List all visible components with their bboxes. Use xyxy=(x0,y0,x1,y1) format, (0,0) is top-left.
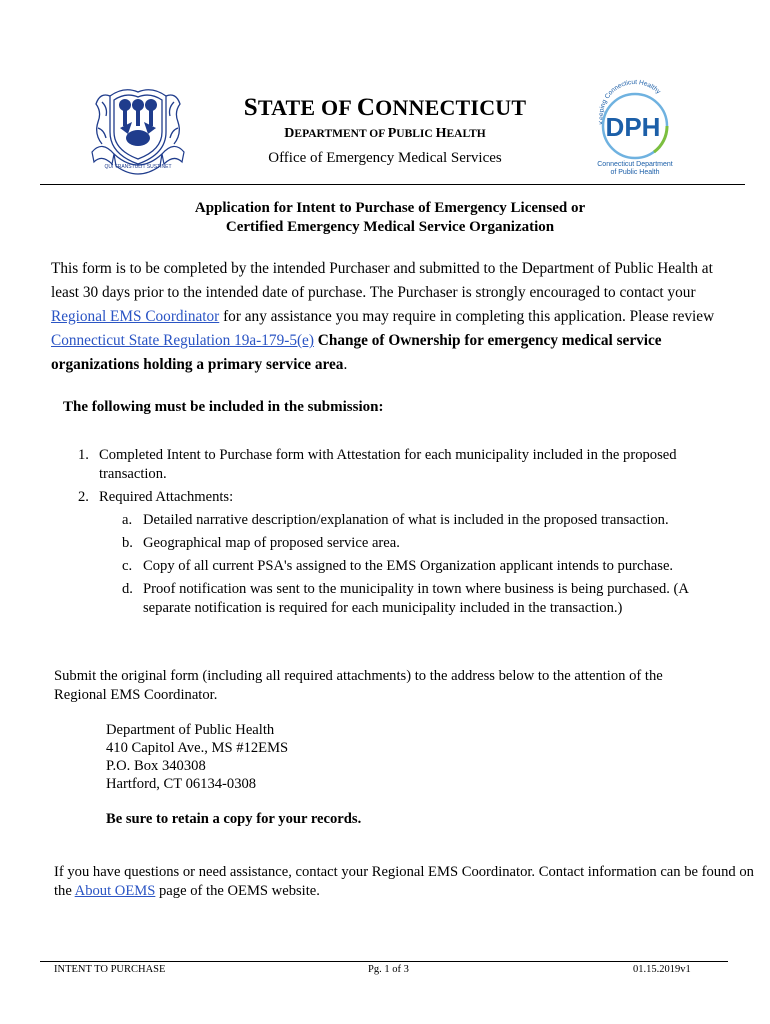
retain-copy-note: Be sure to retain a copy for your records. xyxy=(106,811,362,827)
address-line: Department of Public Health xyxy=(106,722,275,738)
item-1-number: 1. xyxy=(78,447,89,463)
footer-divider xyxy=(40,961,728,962)
svg-text:DPH: DPH xyxy=(605,112,661,142)
attachment-c-letter: c. xyxy=(122,558,133,574)
svg-text:of Public Health: of Public Health xyxy=(610,169,660,176)
item-2-text: Required Attachments: xyxy=(99,489,234,505)
dph-logo-icon xyxy=(594,78,676,176)
attachment-a-text: Detailed narrative description/explanation of what is included in the proposed transaction. xyxy=(143,512,669,528)
footer-page-number: Pg. 1 of 3 xyxy=(368,964,409,975)
about-oems-link[interactable]: About OEMS xyxy=(74,883,156,899)
item-1-text: Completed Intent to Purchase form with Attestation for each municipality included in the proposed transaction. xyxy=(99,447,677,482)
header-divider xyxy=(40,184,745,185)
office-name: Office of Emergency Medical Services xyxy=(268,150,502,166)
state-title: STATE OF CONNECTICUT xyxy=(243,94,527,121)
footer-version: 01.15.2019v1 xyxy=(633,964,691,975)
change-of-ownership-text: Change of Ownership for emergency medical service organizations holding a primary service area xyxy=(51,332,662,373)
attachment-d-text: Proof notification was sent to the municipality in town where business is being purchased. (A separate notification is required for each municipality included in the transaction.) xyxy=(143,581,689,616)
attachment-b-text: Geographical map of proposed service area. xyxy=(143,535,400,551)
attachment-a-letter: a. xyxy=(122,512,133,528)
submission-instructions: Submit the original form (including all required attachments) to the address below to the attention of the Regional EMS Coordinator. xyxy=(54,668,663,703)
intro-paragraph: This form is to be completed by the intended Purchaser and submitted to the Department of Public Health at least 30 days prior to the intended date of purchase. The Purchaser is strongly encouraged to contact your Regional EMS Coordinator for any assistance you may require in completing this application. Please review Connecticut State Regulation 19a-179-5(e) Change of Ownership for emergency medical service organizations holding a primary service area. xyxy=(51,260,715,373)
department-name: DEPARTMENT OF PUBLIC HEALTH xyxy=(284,126,486,141)
svg-text:QUI TRANSTULIT SUSTINET: QUI TRANSTULIT SUSTINET xyxy=(104,164,172,170)
attachment-b-letter: b. xyxy=(122,535,133,551)
state-seal-icon xyxy=(88,82,188,177)
requirements-heading: The following must be included in the submission: xyxy=(63,399,384,415)
svg-text:Keeping Connecticut Healthy: Keeping Connecticut Healthy xyxy=(597,78,662,125)
svg-text:Connecticut Department: Connecticut Department xyxy=(597,161,673,168)
title-line-1: Application for Intent to Purchase of Emergency Licensed or xyxy=(194,200,586,216)
item-2-number: 2. xyxy=(78,489,89,505)
address-line: P.O. Box 340308 xyxy=(106,758,206,774)
regional-ems-coordinator-link[interactable]: Regional EMS Coordinator xyxy=(51,308,220,325)
application-title xyxy=(100,199,680,237)
attachment-d-letter: d. xyxy=(122,581,133,597)
address-line: Hartford, CT 06134-0308 xyxy=(106,776,257,792)
attachment-c-text: Copy of all current PSA's assigned to the EMS Organization applicant intends to purchase. xyxy=(143,558,674,574)
address-line: 410 Capitol Ave., MS #12EMS xyxy=(106,740,289,756)
mailing-address xyxy=(106,721,288,793)
title-line-2: Certified Emergency Medical Service Organization xyxy=(225,219,555,235)
ct-state-regulation-link[interactable]: Connecticut State Regulation 19a-179-5(e) xyxy=(51,332,314,349)
contact-paragraph: If you have questions or need assistance, contact your Regional EMS Coordinator. Contact information can be found on the About OEMS page of the OEMS website. xyxy=(54,864,754,899)
footer-form-name: INTENT TO PURCHASE xyxy=(54,964,166,975)
